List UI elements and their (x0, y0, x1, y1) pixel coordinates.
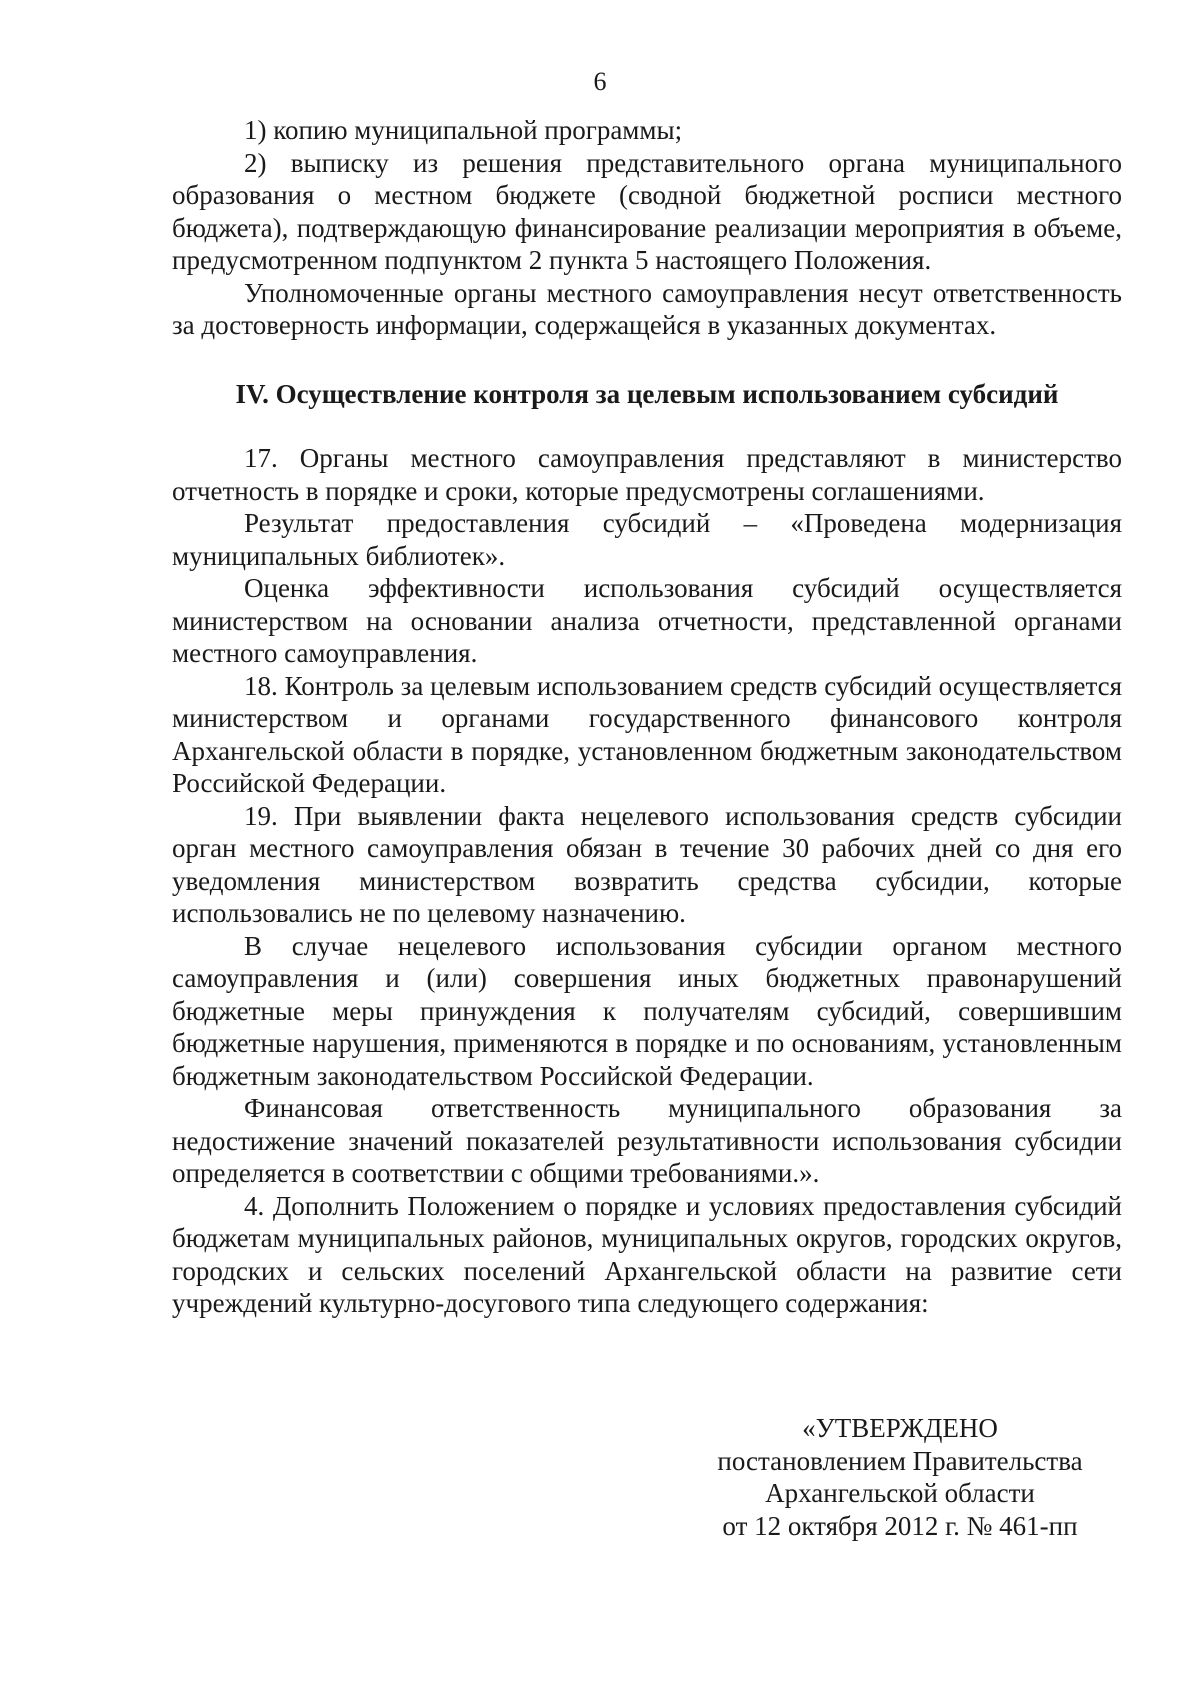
paragraph-misuse-case: В случае нецелевого использования субсидии органом местного самоуправления и (или) совершения иных бюджетных правонарушений бюджетные меры принуждения к получателям субсидий, совершившим бюджетные нарушения, применяются в порядке и по основаниям, установленным бюджетным законодательством Российской Федерации. (172, 930, 1122, 1091)
paragraph-financial-responsibility: Финансовая ответственность муниципального образования за недостижение значений показателей результативности использования субсидии определяется в соответствии с общими требованиями.». (172, 1093, 1122, 1188)
paragraph-evaluation: Оценка эффективности использования субсидий осуществляется министерством на основании анализа отчетности, представленной органами местного самоуправления. (172, 573, 1122, 668)
approval-line-approved: «УТВЕРЖДЕНО (802, 1413, 998, 1443)
paragraph-item-4: 4. Дополнить Положением о порядке и условиях предоставления субсидий бюджетам муниципальных районов, муниципальных округов, городских округов, городских и сельских поселений Архангельской области на развитие сети учреждений культурно-досугового типа следующего содержания: (172, 1190, 1122, 1318)
paragraph-responsibility: Уполномоченные органы местного самоуправления несут ответственность за достоверность информации, содержащейся в указанных документах. (172, 277, 1122, 340)
section-heading: IV. Осуществление контроля за целевым использованием субсидий (235, 378, 1059, 409)
paragraph-program-copy: 1) копию муниципальной программы; (244, 115, 683, 145)
paragraph-item-17: 17. Органы местного самоуправления представляют в министерство отчетность в порядке и сроки, которые предусмотрены соглашениями. (172, 443, 1122, 506)
paragraph-result: Результат предоставления субсидий – «Проведена модернизация муниципальных библиотек». (172, 508, 1122, 571)
paragraph-budget-extract: 2) выписку из решения представительного органа муниципального образования о местном бюджете (сводной бюджетной росписи местного бюджета), подтверждающую финансирование реализации мероприятия в объеме, предусмотренном подпунктом 2 пункта 5 настоящего Положения. (172, 147, 1122, 275)
paragraph-item-19: 19. При выявлении факта нецелевого использования средств субсидии орган местного самоуправления обязан в течение 30 рабочих дней со дня его уведомления министерством возвратить средства субсидии, которые использовались не по целевому назначению. (172, 800, 1122, 928)
page-number: 6 (593, 67, 607, 96)
approval-line-resolution: постановлением Правительства (717, 1445, 1083, 1476)
approval-line-date: от 12 октября 2012 г. № 461-пп (722, 1510, 1078, 1541)
approval-stamp-block (700, 1412, 1100, 1542)
paragraph-item-18: 18. Контроль за целевым использованием средств субсидий осуществляется министерством и органами государственного финансового контроля Архангельской области в порядке, установленном бюджетным законодательством Российской Федерации. (172, 670, 1122, 798)
approval-line-region: Архангельской области (765, 1478, 1035, 1508)
document-body (172, 114, 1122, 1320)
